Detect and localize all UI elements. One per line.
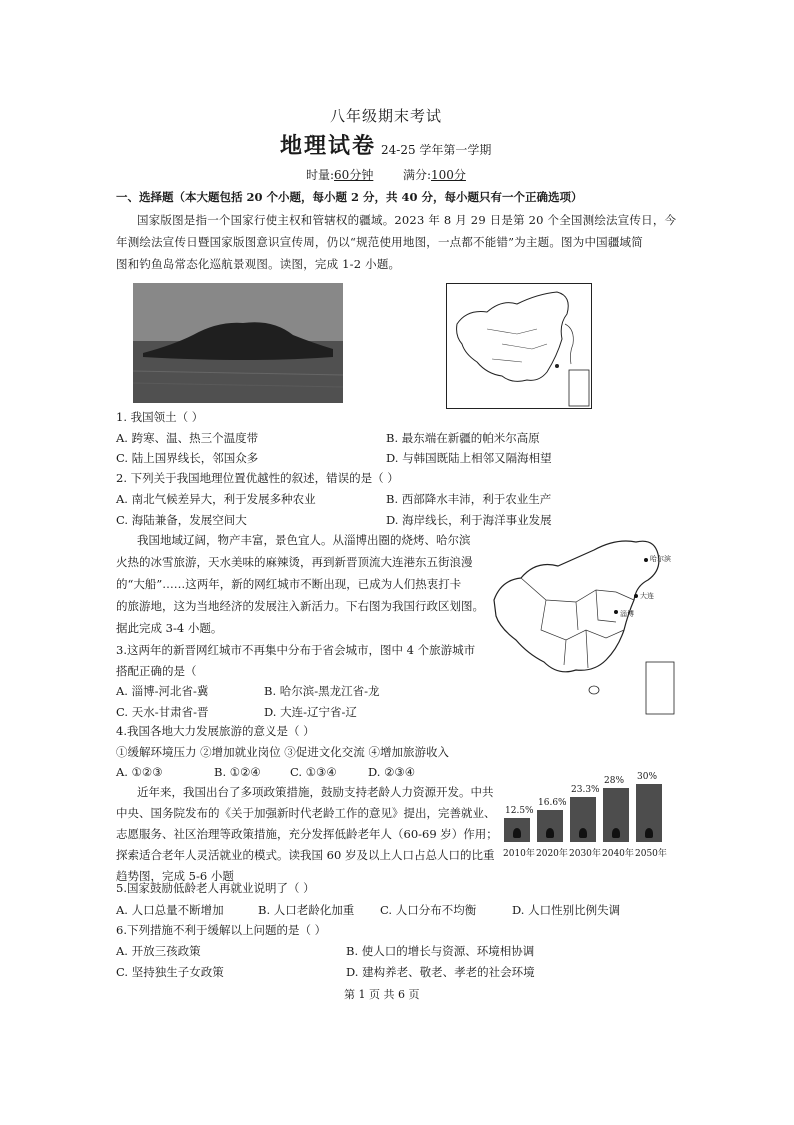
q6-option-d: D. 建构养老、敬老、孝老的社会环境: [346, 965, 535, 979]
passage3-line2: 中央、国务院发布的《关于加强新时代老龄工作的意见》提出，完善就业、: [116, 806, 496, 820]
passage2-line2: 火热的冰雪旅游，天水美味的麻辣烫，再到新晋顶流大连港东五街浪漫: [116, 555, 473, 569]
q5-option-a: A. 人口总量不断增加: [116, 903, 224, 917]
q2-stem: 2. 下列关于我国地理位置优越性的叙述，错误的是（ ）: [116, 471, 399, 485]
aging-trend-chart: [500, 770, 665, 862]
chart-category-label: 2040年: [602, 849, 634, 859]
time-value: 60分钟: [334, 168, 374, 182]
china-admin-map: [486, 530, 676, 718]
exam-time: [306, 168, 466, 183]
q5-option-c: C. 人口分布不均衡: [380, 903, 477, 917]
q2-option-c: C. 海陆兼备，发展空间大: [116, 513, 247, 527]
q5-stem: 5.国家鼓励低龄老人再就业说明了（ ）: [116, 881, 315, 895]
score-label: 满分:: [402, 168, 432, 182]
subject-title: 地理试卷: [280, 133, 377, 159]
chart-value-label: 23.3%: [571, 784, 600, 795]
q5-option-b: B. 人口老龄化加重: [258, 903, 355, 917]
q3-option-a: A. 淄博-河北省-冀: [116, 684, 209, 698]
q6-option-c: C. 坚持独生子女政策: [116, 965, 224, 979]
q2-option-b: B. 西部降水丰沛，利于农业生产: [386, 492, 552, 506]
diaoyu-island-photo: [133, 283, 343, 403]
chart-category-label: 2030年: [569, 849, 601, 859]
elderly-figure-icon: [546, 828, 554, 838]
passage1-line1: 国家版图是指一个国家行使主权和管辖权的疆域。2023 年 8 月 29 日是第 20 个全国测绘法宣传日，今: [137, 213, 677, 227]
q3-stem-line2: 搭配正确的是（: [116, 664, 197, 678]
passage2-line5: 据此完成 3-4 小题。: [116, 621, 223, 635]
q4-option-a: A. ①②③: [116, 765, 163, 779]
passage2-line3: 的“大船”……这两年，新的网红城市不断出现，已成为人们热衷打卡: [116, 577, 462, 591]
q1-stem: 1. 我国领土（ ）: [116, 410, 204, 424]
q4-items: ①缓解环境压力 ②增加就业岗位 ③促进文化交流 ④增加旅游收入: [116, 745, 449, 759]
page-number: 第 1 页 共 6 页: [344, 988, 420, 1001]
term-label: 24-25 学年第一学期: [381, 143, 492, 157]
q4-option-d: D. ②③④: [368, 765, 416, 779]
elderly-figure-icon: [612, 828, 620, 838]
map-label-harbin: 哈尔滨: [650, 555, 671, 563]
passage3-line3: 志愿服务、社区治理等政策措施，充分发挥低龄老年人（60-69 岁）作用；: [116, 827, 498, 841]
exam-name: 八年级期末考试: [330, 107, 443, 125]
map-label-dalian: 大连: [640, 592, 654, 600]
section-title: 一、选择题（本大题包括 20 个小题，每小题 2 分，共 40 分，每小题只有一个正确选项）: [116, 190, 583, 204]
china-territory-map: [446, 283, 592, 409]
elderly-figure-icon: [579, 828, 587, 838]
chart-value-label: 28%: [604, 775, 625, 786]
passage2-line1: 我国地域辽阔，物产丰富，景色宜人。从淄博出圈的烧烤、哈尔滨: [137, 533, 471, 547]
chart-value-label: 12.5%: [505, 805, 534, 816]
score-value: 100分: [431, 168, 466, 182]
passage1-line2: 年测绘法宣传日暨国家版图意识宣传周，仍以“规范使用地图，一点都不能错”为主题。图为中国疆域简: [116, 235, 643, 249]
passage1-line3: 图和钓鱼岛常态化巡航景观图。读图，完成 1-2 小题。: [116, 257, 401, 271]
chart-category-label: 2020年: [536, 849, 568, 859]
q1-option-d: D. 与韩国既陆上相邻又隔海相望: [386, 451, 552, 465]
elderly-figure-icon: [513, 828, 521, 838]
chart-value-label: 16.6%: [538, 797, 567, 808]
q1-option-b: B. 最东端在新疆的帕米尔高原: [386, 431, 540, 445]
passage3-line5: 趋势图，完成 5-6 小题: [116, 869, 234, 883]
q4-stem: 4.我国各地大力发展旅游的意义是（ ）: [116, 724, 315, 738]
q5-option-d: D. 人口性别比例失调: [512, 903, 621, 917]
chart-category-label: 2010年: [503, 849, 535, 859]
q1-option-c: C. 陆上国界线长，邻国众多: [116, 451, 259, 465]
q2-option-d: D. 海岸线长，利于海洋事业发展: [386, 513, 552, 527]
map-label-zibo: 淄博: [620, 610, 634, 618]
time-label: 时量:: [306, 168, 335, 182]
passage3-line1: 近年来，我国出台了多项政策措施，鼓励支持老龄人力资源开发。中共: [137, 785, 494, 799]
q1-option-a: A. 跨寒、温、热三个温度带: [116, 431, 259, 445]
chart-category-label: 2050年: [635, 849, 667, 859]
chart-value-label: 30%: [637, 771, 658, 782]
q3-option-b: B. 哈尔滨-黑龙江省-龙: [264, 684, 380, 698]
passage2-line4: 的旅游地，这为当地经济的发展注入新活力。下右图为我国行政区划图。: [116, 599, 484, 613]
q6-option-a: A. 开放三孩政策: [116, 944, 201, 958]
elderly-figure-icon: [645, 828, 653, 838]
q4-option-b: B. ①②④: [214, 765, 261, 779]
q3-option-d: D. 大连-辽宁省-辽: [264, 705, 357, 719]
q6-option-b: B. 使人口的增长与资源、环境相协调: [346, 944, 535, 958]
q6-stem: 6.下列措施不利于缓解以上问题的是（ ）: [116, 923, 327, 937]
q4-option-c: C. ①③④: [290, 765, 337, 779]
passage3-line4: 探索适合老年人灵活就业的模式。读我国 60 岁及以上人口占总人口的比重: [116, 848, 495, 862]
q2-option-a: A. 南北气候差异大，利于发展多种农业: [116, 492, 316, 506]
q3-option-c: C. 天水-甘肃省-晋: [116, 705, 209, 719]
q3-stem-line1: 3.这两年的新晋网红城市不再集中分布于省会城市，图中 4 个旅游城市: [116, 643, 476, 657]
